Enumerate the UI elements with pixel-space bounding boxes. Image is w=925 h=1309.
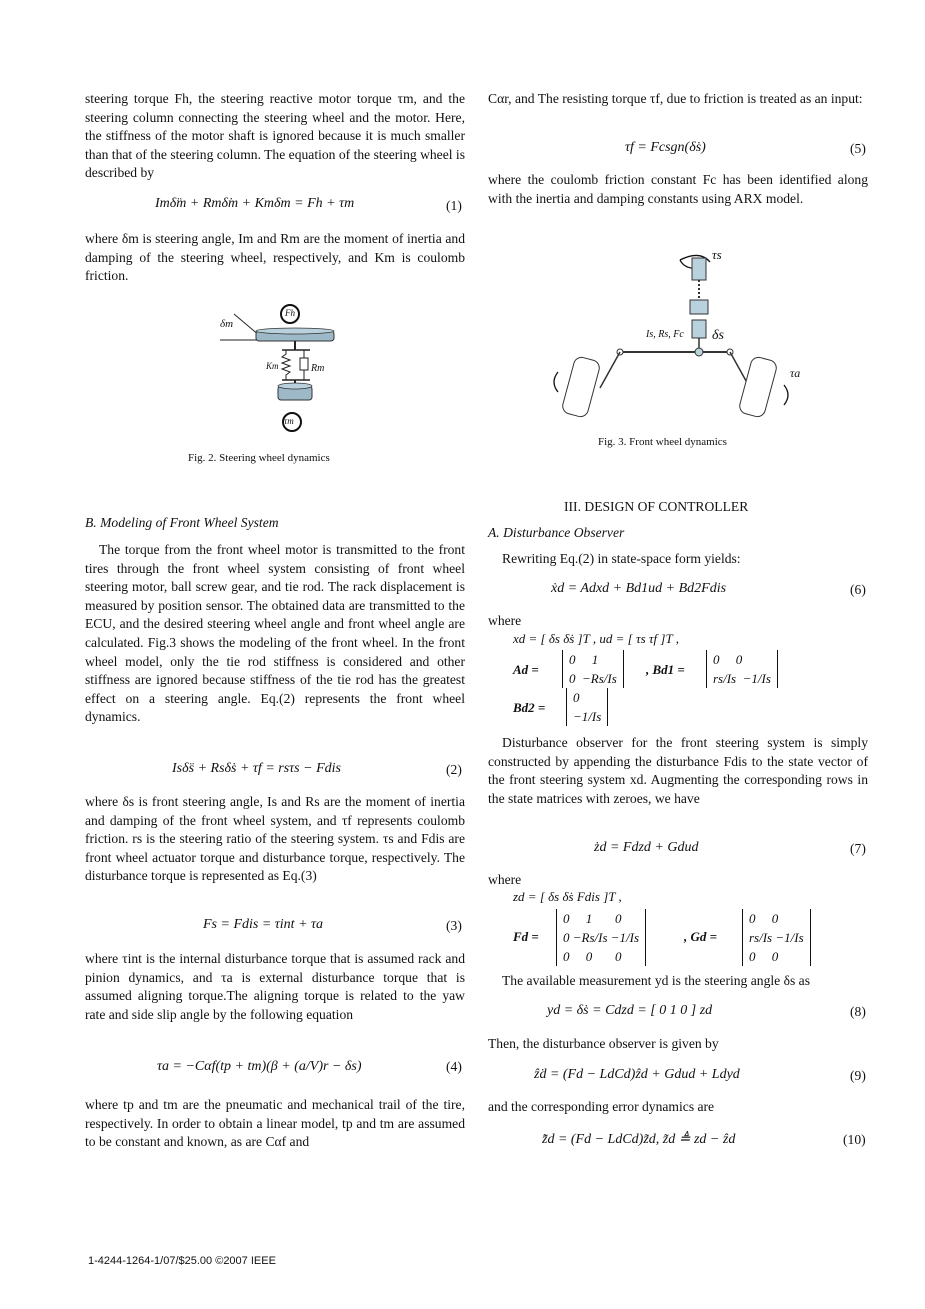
ad-row-2: 0 −Rs/Is	[569, 671, 617, 686]
equation-3: Fs = Fdis = τint + τa	[203, 917, 324, 932]
gd-row-1: 0 0	[749, 911, 779, 926]
fd-row-3: 0 0 0	[563, 949, 622, 964]
left-para-2: where δm is steering angle, Im and Rm are the moment of inertia and damping of the steering wheel, respectively, and Km is coulomb friction.	[85, 231, 465, 284]
equation-9: ẑ̇d = (Fd − LdCd)ẑd + Gdud + Ldyd	[534, 1067, 740, 1082]
zd-definition: zd = [ δs δ̇s Fdis ]T ,	[513, 889, 622, 904]
gd-matrix	[742, 909, 811, 966]
equation-7: żd = Fdzd + Gdud	[594, 840, 699, 855]
gd-row-2: rs/Is −1/Is	[749, 930, 804, 945]
bd1-row-2: rs/Is −1/Is	[713, 671, 771, 686]
left-para-5: where τint is the internal disturbance torque that is assumed rack and pinion dynamics, and τa is external disturbance torque that is assumed aligning torque.The aligning torque is related to the yaw rate and side slip angle by the following equation	[85, 951, 465, 1022]
where-1: where	[488, 613, 522, 628]
equation-5-number: (5)	[850, 141, 866, 156]
xd-definition: xd = [ δs δ̇s ]T , ud = [ τs τf ]T ,	[513, 631, 679, 646]
right-para-7: and the corresponding error dynamics are	[488, 1099, 715, 1114]
bd1-label: , Bd1 =	[646, 662, 685, 677]
equation-3-number: (3)	[446, 918, 462, 933]
ad-matrix	[562, 650, 624, 688]
fig3-delta-s-label: δs	[712, 328, 724, 343]
fig2-torque-label: τm	[284, 416, 294, 426]
footer-copyright: 1-4244-1264-1/07/$25.00 ©2007 IEEE	[88, 1255, 276, 1267]
fd-row-2: 0 −Rs/Is −1/Is	[563, 930, 640, 945]
figure-3-front-wheel-diagram	[540, 240, 830, 425]
fd-row-1: 0 1 0	[563, 911, 622, 926]
equation-4: τa = −Cαf(tp + tm)(β + (a/V)r − δs)	[157, 1059, 362, 1074]
right-para-5: The available measurement yd is the steering angle δs as	[502, 973, 811, 988]
ad-label: Ad =	[513, 662, 539, 677]
equation-1: Imδ̈m + Rmδ̇m + Kmδm = Fh + τm	[155, 196, 355, 211]
gd-row-3: 0 0	[749, 949, 779, 964]
right-para-6: Then, the disturbance observer is given by	[488, 1036, 719, 1051]
bd2-matrix: 0 −1/Is	[566, 688, 608, 726]
equation-2: Isδ̈s + Rsδ̇s + τf = rsτs − Fdis	[172, 761, 341, 776]
fd-matrix	[556, 909, 646, 966]
equation-4-number: (4)	[446, 1059, 462, 1074]
bd1-matrix	[706, 650, 778, 688]
bd2-label: Bd2 =	[513, 700, 546, 715]
equation-2-number: (2)	[446, 762, 462, 777]
fig2-delta-label: δm	[220, 318, 234, 330]
right-para-4: Disturbance observer for the front steering system is simply constructed by appending the disturbance Fdis to the state vector of the front steering system xd. Augmenting the corresponding rows in the state matrices with zeroes, we have	[488, 735, 868, 806]
figure-2-caption: Fig. 2. Steering wheel dynamics	[188, 452, 330, 464]
fig2-spring-label: Km	[266, 361, 279, 371]
fig3-tau-s-label: τs	[712, 247, 722, 262]
left-para-1: steering torque Fh, the steering reactive motor torque τm, and the steering column connecting the steering wheel and the motor. Here, the stiffness of the motor shaft is ignored because it is much smaller than that of the steering column. The equation of the steering wheel is described by	[85, 91, 465, 181]
equation-10-number: (10)	[843, 1132, 866, 1147]
equation-8: yd = δ̇s = Cdzd = [ 0 1 0 ] zd	[547, 1003, 713, 1018]
ad-row-1: 0 1	[569, 652, 599, 667]
where-2: where	[488, 872, 522, 887]
right-para-3: Rewriting Eq.(2) in state-space form yields:	[502, 551, 741, 566]
right-para-1: Cαr, and The resisting torque τf, due to friction is treated as an input:	[488, 91, 863, 106]
section-b-heading: B. Modeling of Front Wheel System	[85, 515, 279, 530]
fig3-params-label: Is, Rs, Fc	[646, 329, 684, 340]
gd-label: , Gd =	[684, 929, 718, 944]
equation-5: τf = Fcsgn(δ̇s)	[625, 140, 706, 155]
fd-label: Fd =	[513, 929, 539, 944]
equation-7-number: (7)	[850, 841, 866, 856]
left-para-4: where δs is front steering angle, Is and Rs are the moment of inertia and damping of the front wheel system, and τf represents coulomb friction. rs is the steering ratio of the steering system. τs and Fdis are front wheel actuator torque and disturbance torque, respectively. The disturbance torque is represented as Eq.(3)	[85, 794, 465, 884]
right-para-2: where the coulomb friction constant Fc has been identified along with the inertia and damping constants using ARX model.	[488, 172, 868, 206]
equation-9-number: (9)	[850, 1068, 866, 1083]
equation-6: ẋd = Adxd + Bd1ud + Bd2Fdis	[551, 581, 727, 596]
left-para-6: where tp and tm are the pneumatic and mechanical trail of the tire, respectively. In order to obtain a linear model, tp and tm are assumed to be constant and known, as are Cαf and	[85, 1097, 465, 1150]
section-a-heading: A. Disturbance Observer	[488, 525, 625, 540]
equation-10: z̃̇d = (Fd − LdCd)z̃d, z̃d ≜ zd − ẑd	[542, 1132, 736, 1147]
bd1-row-1: 0 0	[713, 652, 743, 667]
fig2-damper-label: Rm	[311, 363, 325, 374]
fig2-force-label: Fh	[285, 308, 295, 318]
section-iii-heading: III. DESIGN OF CONTROLLER	[564, 499, 749, 514]
figure-3-caption: Fig. 3. Front wheel dynamics	[598, 436, 727, 448]
equation-1-number: (1)	[446, 198, 462, 213]
equation-6-number: (6)	[850, 582, 866, 597]
left-para-3: The torque from the front wheel motor is transmitted to the front tires through the front wheel system consisting of front wheel steering motor, ball screw gear, and tie rod. The rack displacement is measured by position sensor. The obtained data are transmitted to the ECU, and the desired steering wheel angle and front wheel angle are calculated. Fig.3 shows the modeling of the front wheel. In the front wheel model, only the tie rod stiffness is considered and other stiffness are ignored because stiffness of the tie rod has the greatest effect on a steering angle. Eq.(2) represents the front wheel dynamics.	[85, 542, 465, 725]
equation-8-number: (8)	[850, 1004, 866, 1019]
fig3-tau-a-label: τa	[790, 366, 801, 380]
